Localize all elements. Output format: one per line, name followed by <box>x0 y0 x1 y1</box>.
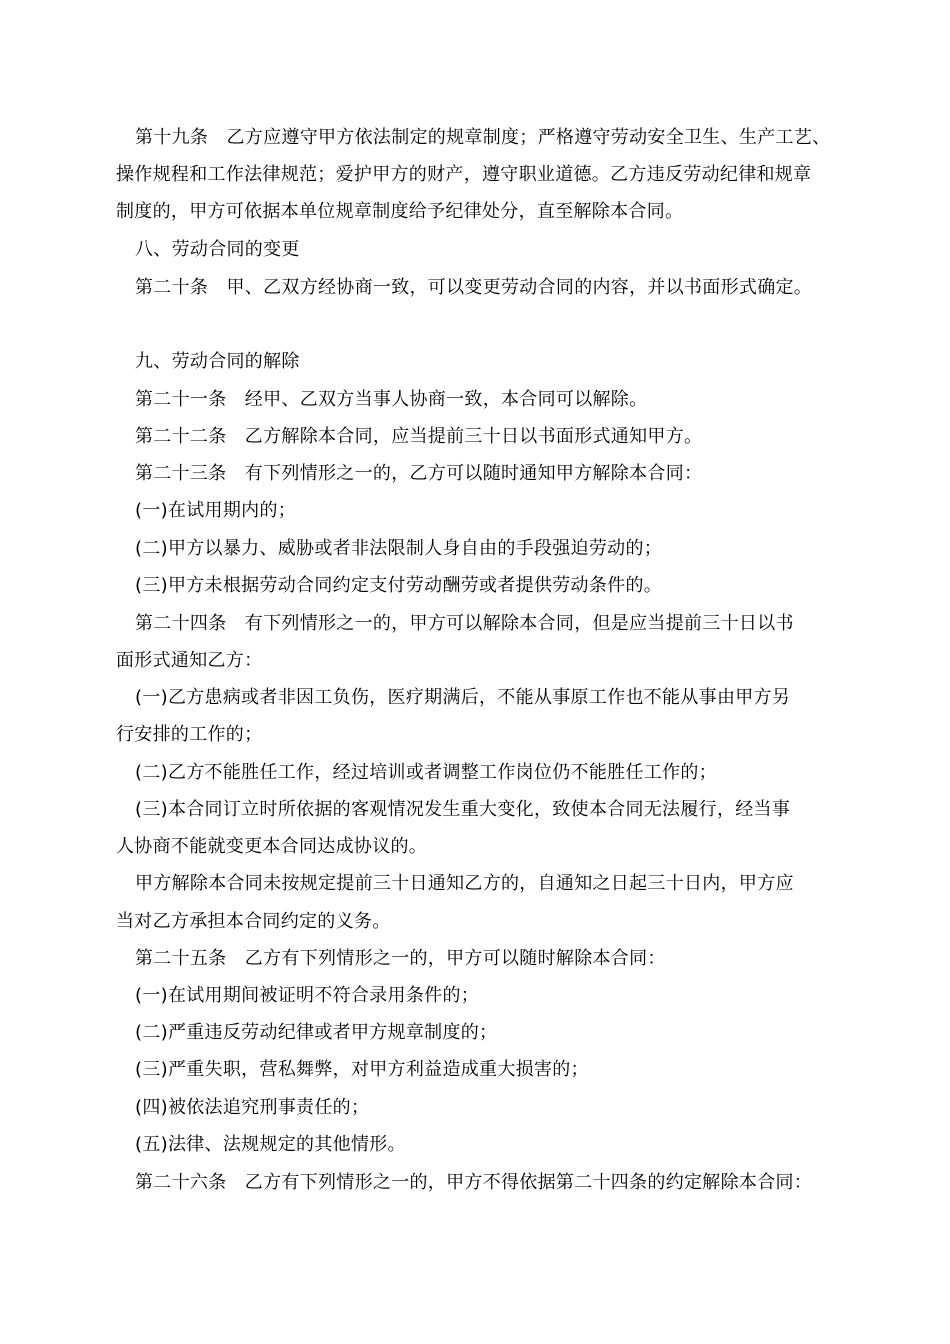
article-25-item-2: (二)严重违反劳动纪律或者甲方规章制度的； <box>135 1022 498 1043</box>
article-24-note-line-1: 甲方解除本合同未按规定提前三十日通知乙方的，自通知之日起三十日内，甲方应 <box>135 873 794 894</box>
article-24-note-line-2: 当对乙方承担本合同约定的义务。 <box>116 911 391 932</box>
article-24-item-1-line-1: (一)乙方患病或者非因工负伤，医疗期满后，不能从事原工作也不能从事由甲方另 <box>135 687 791 708</box>
article-25-item-3: (三)严重失职，营私舞弊，对甲方利益造成重大损害的； <box>135 1059 589 1080</box>
section-8-heading: 八、劳动合同的变更 <box>135 239 300 260</box>
article-25-item-1: (一)在试用期间被证明不符合录用条件的； <box>135 985 480 1006</box>
article-20: 第二十条 甲、乙双方经协商一致，可以变更劳动合同的内容，并以书面形式确定。 <box>135 277 813 298</box>
article-19-line-2: 操作规程和工作法律规范；爱护甲方的财产，遵守职业道德。乙方违反劳动纪律和规章 <box>116 164 812 185</box>
article-24-line-2: 面形式通知乙方： <box>116 650 263 671</box>
article-24-item-2: (二)乙方不能胜任工作，经过培训或者调整工作岗位仍不能胜任工作的； <box>135 762 717 783</box>
article-24-item-3-line-2: 人协商不能就变更本合同达成协议的。 <box>116 836 428 857</box>
article-21: 第二十一条 经甲、乙双方当事人协商一致，本合同可以解除。 <box>135 389 648 410</box>
article-24-line-1: 第二十四条 有下列情形之一的，甲方可以解除本合同，但是应当提前三十日以书 <box>135 613 794 634</box>
article-26: 第二十六条 乙方有下列情形之一的，甲方不得依据第二十四条的约定解除本合同： <box>135 1172 813 1193</box>
article-19-line-3: 制度的，甲方可依据本单位规章制度给予纪律处分，直至解除本合同。 <box>116 201 684 222</box>
article-25-item-4: (四)被依法追究刑事责任的； <box>135 1097 370 1118</box>
article-25: 第二十五条 乙方有下列情形之一的，甲方可以随时解除本合同： <box>135 948 666 969</box>
article-19-line-1: 第十九条 乙方应遵守甲方依法制定的规章制度；严格遵守劳动安全卫生、生产工艺、 <box>135 127 831 148</box>
article-24-item-1-line-2: 行安排的工作的； <box>116 724 263 745</box>
section-9-heading: 九、劳动合同的解除 <box>135 351 300 372</box>
article-23-item-3: (三)甲方未根据劳动合同约定支付劳动酬劳或者提供劳动条件的。 <box>135 575 663 596</box>
article-23-item-2: (二)甲方以暴力、威胁或者非法限制人身自由的手段强迫劳动的； <box>135 538 663 559</box>
article-24-item-3-line-1: (三)本合同订立时所依据的客观情况发生重大变化，致使本合同无法履行，经当事 <box>135 799 791 820</box>
article-25-item-5: (五)法律、法规规定的其他情形。 <box>135 1134 406 1155</box>
article-23: 第二十三条 有下列情形之一的，乙方可以随时通知甲方解除本合同： <box>135 463 703 484</box>
article-22: 第二十二条 乙方解除本合同，应当提前三十日以书面形式通知甲方。 <box>135 426 703 447</box>
article-23-item-1: (一)在试用期内的； <box>135 500 297 521</box>
